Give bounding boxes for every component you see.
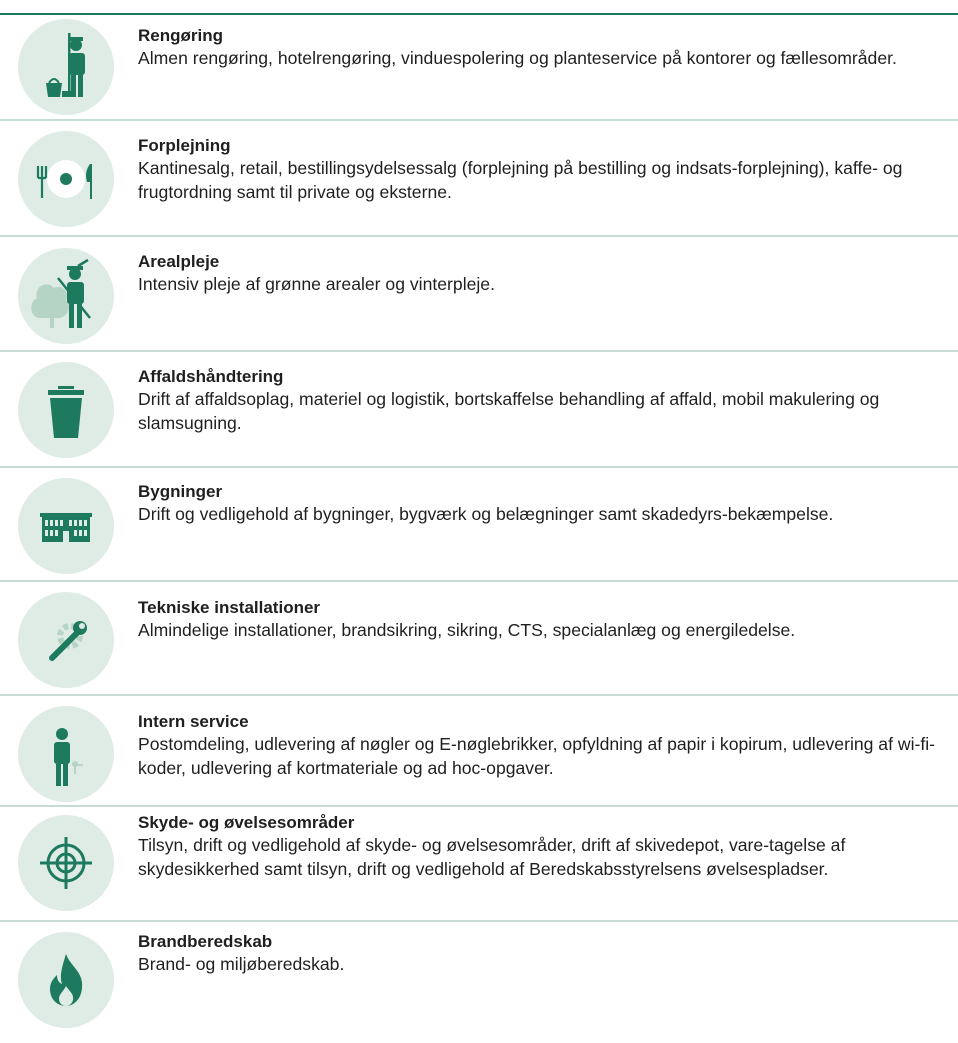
flame-icon <box>18 932 114 1028</box>
crosshair-icon <box>18 815 114 911</box>
service-description: Kantinesalg, retail, bestillingsydelsessalg (forplejning på bestilling og indsats-forplejning), kaffe- og frugtordning samt til private og eksterne. <box>138 158 903 202</box>
gardener-icon <box>18 248 114 344</box>
service-description: Postomdeling, udlevering af nøgler og E-nøglebrikker, opfyldning af papir i kopirum, udlevering af wi-fi-koder, udlevering af kortmateriale og ad hoc-opgaver. <box>138 734 936 778</box>
list-item <box>0 922 958 1041</box>
building-icon <box>18 478 114 574</box>
trash-bin-icon <box>18 362 114 458</box>
list-item <box>0 15 958 121</box>
list-item <box>0 237 958 352</box>
service-description: Tilsyn, drift og vedligehold af skyde- og øvelsesområder, drift af skivedepot, vare-tagelse af skydesikkerhed samt tilsyn, drift og vedligehold af Beredskabsstyrelsens øvelsespladser. <box>138 835 846 879</box>
list-item <box>0 121 958 237</box>
service-title: Arealpleje <box>138 252 220 271</box>
service-title: Intern service <box>138 712 249 731</box>
service-list <box>0 15 958 1041</box>
service-description: Almen rengøring, hotelrengøring, vinduespolering og planteservice på kontorer og fællesområder. <box>138 48 897 68</box>
list-item <box>0 352 958 468</box>
list-item <box>0 696 958 807</box>
service-description: Drift af affaldsoplag, materiel og logistik, bortskaffelse behandling af affald, mobil makulering og slamsugning. <box>138 389 880 433</box>
service-title: Bygninger <box>138 482 223 501</box>
service-description: Drift og vedligehold af bygninger, bygværk og belægninger samt skadedyrs-bekæmpelse. <box>138 504 834 524</box>
cleaner-icon <box>18 19 114 115</box>
service-person-icon <box>18 706 114 802</box>
service-description: Intensiv pleje af grønne arealer og vinterpleje. <box>138 274 495 294</box>
wrench-gear-icon <box>18 592 114 688</box>
service-description: Brand- og miljøberedskab. <box>138 954 345 974</box>
service-title: Skyde- og øvelsesområder <box>138 813 355 832</box>
service-title: Rengøring <box>138 26 223 45</box>
service-title: Forplejning <box>138 136 231 155</box>
list-item <box>0 582 958 696</box>
list-item <box>0 807 958 922</box>
list-item <box>0 468 958 582</box>
service-description: Almindelige installationer, brandsikring, sikring, CTS, specialanlæg og energiledelse. <box>138 620 796 640</box>
service-title: Affaldshåndtering <box>138 367 284 386</box>
service-title: Brandberedskab <box>138 932 273 951</box>
service-title: Tekniske installationer <box>138 598 321 617</box>
plate-cutlery-icon <box>18 131 114 227</box>
